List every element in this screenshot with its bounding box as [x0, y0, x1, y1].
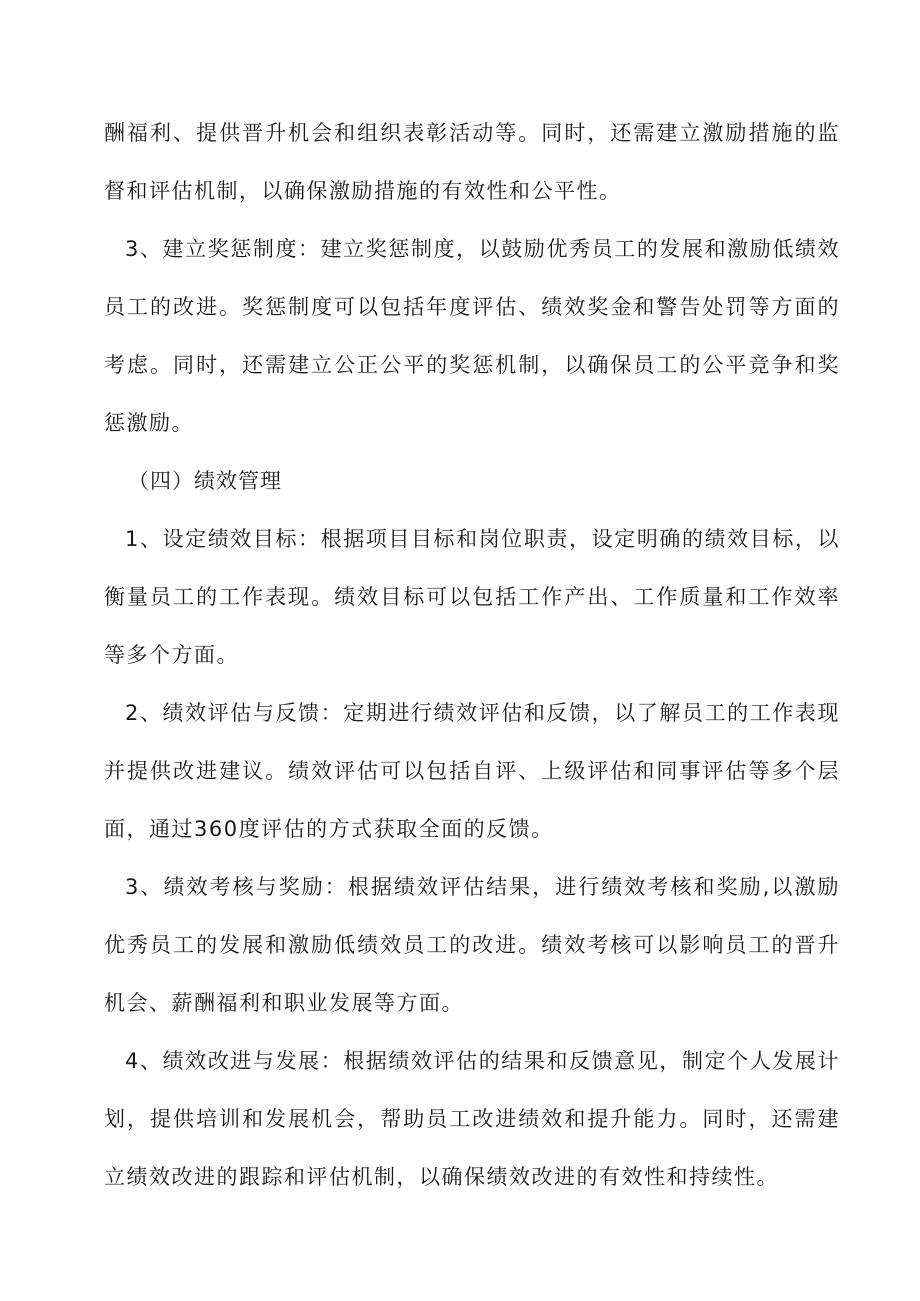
- paragraph-incentive-continuation: 酬福利、提供晋升机会和组织表彰活动等。同时，还需建立激励措施的监督和评估机制，以确保激励措施的有效性和公平性。: [104, 121, 840, 203]
- paragraph-set-goals: 1、设定绩效目标：根据项目目标和岗位职责，设定明确的绩效目标，以衡量员工的工作表现。绩效目标可以包括工作产出、工作质量和工作效率等多个方面。: [104, 527, 840, 667]
- paragraph-reward-punishment: 3、建立奖惩制度：建立奖惩制度，以鼓励优秀员工的发展和激励低绩效员工的改进。奖惩制度可以包括年度评估、绩效奖金和警告处罚等方面的考虑。同时，还需建立公正公平的奖惩机制，以确保员工的公平竞争和奖惩激励。: [104, 237, 840, 435]
- document-body: [104, 104, 840, 1206]
- paragraph-assessment-reward: 3、绩效考核与奖励：根据绩效评估结果，进行绩效考核和奖励,以激励优秀员工的发展和激励低绩效员工的改进。绩效考核可以影响员工的晋升机会、薪酬福利和职业发展等方面。: [104, 875, 840, 1015]
- paragraph-evaluation-feedback: 2、绩效评估与反馈：定期进行绩效评估和反馈，以了解员工的工作表现并提供改进建议。绩效评估可以包括自评、上级评估和同事评估等多个层面，通过360度评估的方式获取全面的反馈。: [104, 701, 840, 841]
- section-heading-performance: （四）绩效管理: [128, 469, 282, 493]
- paragraph-improvement-development: 4、绩效改进与发展：根据绩效评估的结果和反馈意见，制定个人发展计划，提供培训和发展机会，帮助员工改进绩效和提升能力。同时，还需建立绩效改进的跟踪和评估机制，以确保绩效改进的有效性和持续性。: [104, 1049, 840, 1189]
